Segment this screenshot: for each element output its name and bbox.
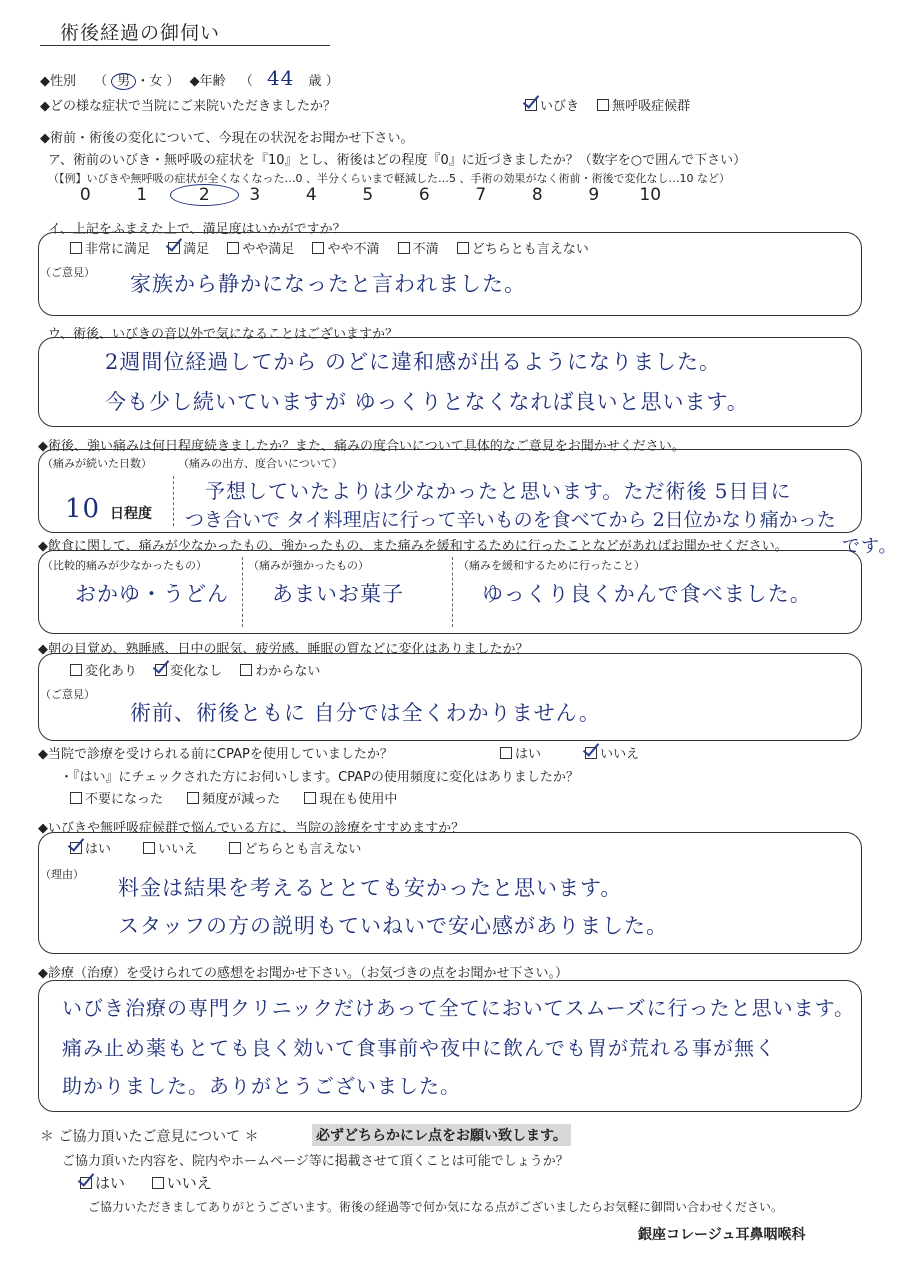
recommend-option-neutral[interactable]: どちらとも言えない [229,838,361,857]
cooperation-title: ＊ ご協力頂いたご意見について ＊ [40,1129,259,1145]
impression-line3[interactable]: 助かりました。ありがとうございました。 [62,1074,461,1098]
change-a-question: ア、術前のいびき・無呼吸の症状を『10』とし、術後はどの程度『0』に近づきましたか？（数字を○で囲んで下さい） [48,153,747,168]
recommend-answer-line2[interactable]: スタッフの方の説明もていねいで安心感がありました。 [118,914,668,938]
cpap-options [500,743,653,762]
scale-option[interactable]: 8 [531,185,543,205]
satisfaction-option[interactable]: 不満 [398,238,439,257]
scale-option[interactable]: 6 [418,185,430,205]
cpap-option-no-checked[interactable]: いいえ [585,743,639,762]
gender-open: （ [94,74,108,89]
cpap-sub-options [70,788,411,807]
gender-dot: ・ [136,74,150,89]
food-less-answer[interactable]: おかゆ・うどん [75,582,229,606]
age-label: ◆年齢 [189,74,226,89]
sleep-answer[interactable]: 術前、術後ともに 自分では全くわかりません。 [130,701,601,725]
publish-options [80,1172,226,1193]
satisfaction-option[interactable]: 非常に満足 [70,238,150,257]
food-divider-2 [452,557,453,627]
age-unit: 歳 [308,74,322,89]
pain-days-label: （痛みが続いた日数） [42,457,152,470]
age-close: ） [325,74,339,89]
scale-option-selected[interactable]: 2 [170,184,227,206]
satisfaction-opinion-label: （ご意見） [40,266,95,279]
impression-line2[interactable]: 痛み止め薬もとても良く効いて食事前や夜中に飲んでも胃が荒れる事が無く [62,1036,776,1060]
scale-option[interactable]: 10 [639,185,662,205]
pain-detail-line3[interactable]: です。 [842,536,898,557]
cpap-option-yes[interactable]: はい [500,743,541,762]
gender-male-option[interactable]: 男 [111,73,136,90]
other-concerns-answer-line1[interactable]: 2週間位経過してから のどに違和感が出るようになりました。 [105,350,722,374]
change-question: ◆術前・術後の変化について、今現在の状況をお聞かせ下さい。 [40,131,414,146]
impression-line1[interactable]: いびき治療の専門クリニックだけあって全てにおいてスムーズに行ったと思います。 [62,996,855,1020]
gender-label: ◆性別 [40,74,76,89]
satisfaction-question: イ、上記をふまえた上で、満足度はいかがですか？ [48,222,346,237]
checkbox[interactable] [597,99,609,111]
publish-question: ご協力頂いた内容を、院内やホームページ等に掲載させて頂くことは可能でしょうか？ [62,1154,569,1169]
symptom-option-snoring[interactable]: いびき [525,95,579,114]
scale-option[interactable]: 5 [362,185,374,205]
pain-days-value[interactable]: 10 [65,494,101,524]
recommend-reason-label: （理由） [40,868,84,881]
impression-question: ◆診療（治療）を受けられての感想をお聞かせ下さい。（お気づきの点をお聞かせ下さい。） [38,966,568,981]
food-strong-label: （痛みが強かったもの） [248,559,369,572]
sleep-option[interactable]: わからない [240,660,320,679]
recommend-question: ◆いびきや無呼吸症候群で悩んでいる方に、当院の診療をすすめますか？ [38,821,465,836]
food-strong-answer[interactable]: あまいお菓子 [272,582,404,606]
other-concerns-question: ウ、術後、いびきの音以外で気になることはございますか？ [48,327,398,342]
satisfaction-option[interactable]: どちらとも言えない [457,238,589,257]
sleep-option[interactable]: 変化あり [70,660,137,679]
gender-female-option[interactable]: 女 [149,74,163,89]
pain-days-unit: 日程度 [110,506,152,522]
change-scale [57,184,679,206]
pain-question: ◆術後、強い痛みは何日程度続きましたか？また、痛みの度合いについて具体的なご意見をお聞かせください。 [38,439,685,454]
recommend-answer-line1[interactable]: 料金は結果を考えるととても安かったと思います。 [118,876,623,900]
recommend-options [70,838,375,857]
food-question: ◆飲食に関して、痛みが少なかったもの、強かったもの、また痛みを緩和するために行ったことなどがあればお聞かせください。 [38,539,788,554]
sleep-question: ◆朝の目覚め、熟睡感、日中の眠気、疲労感、睡眠の質などに変化はありましたか？ [38,642,529,657]
title-underline [40,45,330,46]
pain-detail-line2[interactable]: つき合いで タイ料理店に行って辛いものを食べてから 2日位かなり痛かった [185,509,836,531]
gender-close: ） [166,74,180,89]
publish-option-no[interactable]: いいえ [152,1172,212,1193]
gender-row [40,66,339,90]
food-relief-answer[interactable]: ゆっくり良くかんで食べました。 [482,582,812,606]
other-concerns-answer-line2[interactable]: 今も少し続いていますが ゆっくりとなくなれば良いと思います。 [105,390,749,414]
age-open: （ [239,74,253,89]
scale-option[interactable]: 0 [79,185,91,205]
recommend-option-yes-checked[interactable]: はい [70,838,111,857]
cpap-sub-option[interactable]: 頻度が減った [187,788,280,807]
change-example: （【例】いびきや無呼吸の症状が全くなくなった…0 、半分くらいまで軽減した…5 、手術の効果がなく術前・術後で変化なし…10 など） [48,172,730,185]
satisfaction-option[interactable]: やや不満 [312,238,379,257]
publish-option-yes-checked[interactable]: はい [80,1172,125,1193]
page-title: 術後経過の御伺い [60,22,221,44]
scale-option[interactable]: 9 [588,185,600,205]
satisfaction-option[interactable]: やや満足 [227,238,294,257]
cpap-sub-option[interactable]: 不要になった [70,788,163,807]
cpap-question: ◆当院で診療を受けられる前にCPAPを使用していましたか？ [38,747,393,762]
recommend-option-no[interactable]: いいえ [143,838,197,857]
food-relief-label: （痛みを緩和するために行ったこと） [458,559,645,572]
symptom-question: ◆どの様な症状で当院にご来院いただきましたか？ [40,99,336,114]
scale-option[interactable]: 1 [136,185,148,205]
clinic-name: 銀座コレージュ耳鼻咽喉科 [638,1227,806,1243]
scale-option[interactable]: 3 [249,185,261,205]
satisfaction-option-checked[interactable]: 満足 [168,238,209,257]
cpap-sub-option[interactable]: 現在も使用中 [304,788,397,807]
age-value[interactable]: 44 [266,66,295,90]
symptom-options [525,95,704,114]
pain-detail-label: （痛みの出方、度合いについて） [178,457,343,470]
pain-detail-line1[interactable]: 予想していたよりは少なかったと思います。ただ術後 5日目に [205,479,792,503]
sleep-options [70,660,334,679]
must-check-notice: 必ずどちらかにレ点をお願い致します。 [312,1124,571,1146]
thanks-text: ご協力いただきましてありがとうございます。術後の経過等で何か気になる点がございましたらお気軽に御問い合わせください。 [88,1200,784,1214]
symptom-option-apnea[interactable]: 無呼吸症候群 [597,95,690,114]
cpap-sub-question: ・『はい』にチェックされた方にお伺いします。CPAPの使用頻度に変化はありましたか？ [60,770,579,785]
pain-divider [173,476,174,526]
sleep-option-checked[interactable]: 変化なし [155,660,222,679]
satisfaction-options [70,238,603,257]
satisfaction-answer[interactable]: 家族から静かになったと言われました。 [130,272,526,296]
sleep-opinion-label: （ご意見） [40,688,95,701]
food-less-label: （比較的痛みが少なかったもの） [42,559,207,572]
scale-option[interactable]: 7 [475,185,487,205]
checkbox-checked[interactable] [525,99,537,111]
food-divider-1 [242,557,243,627]
scale-option[interactable]: 4 [305,185,317,205]
